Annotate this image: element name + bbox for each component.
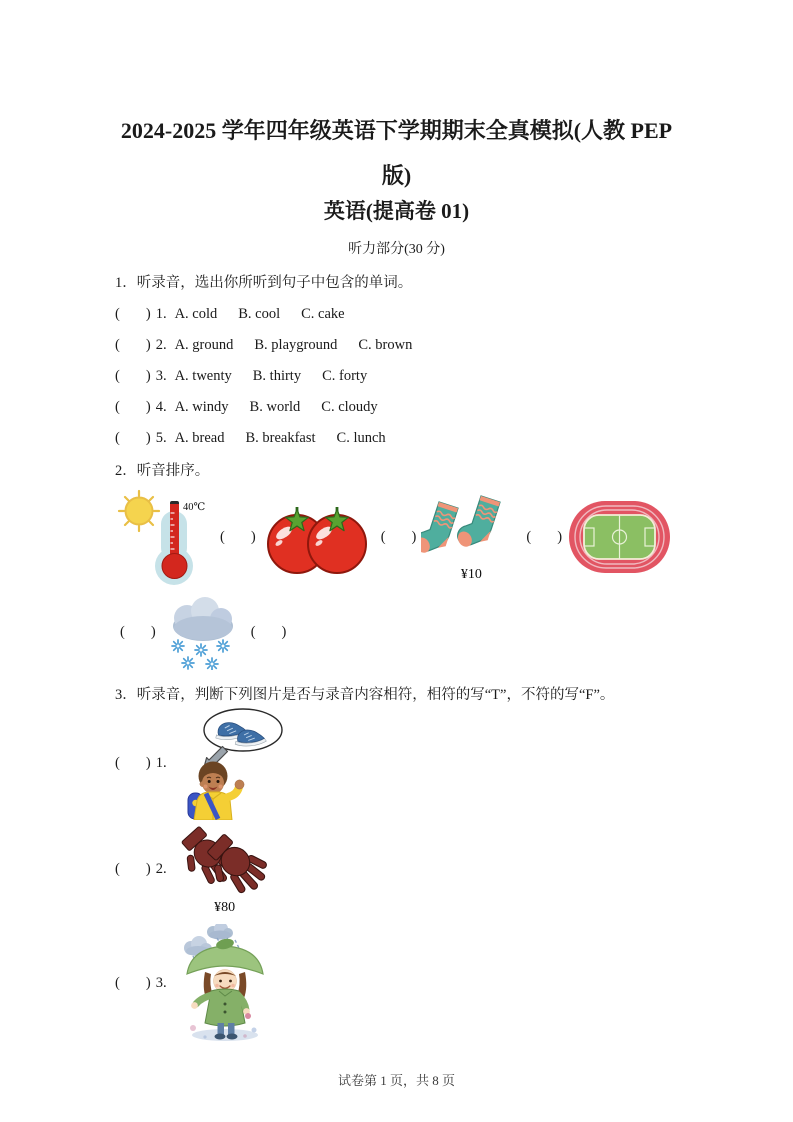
answer-blank[interactable]: ( ) <box>115 755 151 771</box>
item-number: 4. <box>155 399 167 415</box>
item-number: 1. <box>155 306 167 322</box>
listening-part-header: 听力部分(30 分) <box>348 242 445 257</box>
answer-blank[interactable]: ( ) <box>115 368 151 384</box>
answer-blank[interactable]: ( ) <box>380 528 417 545</box>
item-number: 3. <box>155 974 167 991</box>
q3-heading: 3．听录音，判断下列图片是否与录音内容相符，相符的写“T”，不符的写“F”。 <box>115 687 615 703</box>
answer-blank[interactable]: ( ) <box>115 974 151 991</box>
option-a: A. bread <box>174 430 225 446</box>
item-number: 2. <box>155 337 167 353</box>
q1-item-1 <box>115 304 685 324</box>
item-number: 2. <box>155 861 167 877</box>
option-a: A. windy <box>174 399 229 415</box>
option-b: B. cool <box>238 306 281 322</box>
answer-blank[interactable]: ( ) <box>115 399 151 415</box>
answer-blank[interactable]: ( ) <box>115 430 151 446</box>
socks-image <box>421 492 521 583</box>
answer-blank[interactable]: ( ) <box>526 528 563 545</box>
playground-image <box>567 498 672 576</box>
q1-item-4 <box>115 397 685 417</box>
option-b: B. world <box>249 399 301 415</box>
gloves-image <box>175 823 275 916</box>
page-footer: 试卷第 1 页，共 8 页 <box>337 1073 455 1088</box>
option-a: A. cold <box>174 306 218 322</box>
boy-thinking-of-shoes-image <box>175 707 287 820</box>
answer-blank[interactable]: ( ) <box>115 306 151 322</box>
q1-item-3 <box>115 366 685 386</box>
option-c: C. lunch <box>336 430 386 446</box>
item-number: 1. <box>155 755 167 771</box>
girl-in-rain-image <box>175 924 280 1042</box>
answer-blank[interactable]: ( ) <box>115 861 151 877</box>
option-b: B. breakfast <box>245 430 316 446</box>
answer-blank[interactable]: ( ) <box>115 337 151 353</box>
page-subtitle: 英语(提高卷 01) <box>323 199 470 223</box>
q2-heading: 2．听音排序。 <box>115 463 210 479</box>
option-b: B. playground <box>254 337 338 353</box>
option-a: A. twenty <box>174 368 232 384</box>
option-b: B. thirty <box>252 368 302 384</box>
q2-image-row-2 <box>115 593 685 671</box>
answer-blank[interactable]: ( ) <box>250 623 287 640</box>
page-title-line1: 2024-2025 学年四年级英语下学期期末全真模拟(人教 PEP <box>120 118 673 143</box>
q3-item-2 <box>115 823 685 916</box>
q3-item-3 <box>115 924 685 1042</box>
option-c: C. cloudy <box>321 399 378 415</box>
snow-cloud-image <box>161 594 246 670</box>
answer-blank[interactable]: ( ) <box>220 528 256 545</box>
q3-item-1 <box>115 707 685 820</box>
option-a: A. ground <box>174 337 234 353</box>
thermometer-image <box>115 487 215 587</box>
answer-blank[interactable]: ( ) <box>120 623 156 640</box>
option-c: C. brown <box>358 337 413 353</box>
thermometer-caption: 40℃ <box>183 502 206 513</box>
q1-heading: 1．听录音，选出你所听到句子中包含的单词。 <box>115 275 413 291</box>
option-c: C. cake <box>301 306 345 322</box>
item-number: 3. <box>155 368 167 384</box>
socks-price-caption: ¥10 <box>460 566 482 582</box>
tomatoes-image <box>261 495 376 579</box>
gloves-price-caption: ¥80 <box>214 900 236 915</box>
page-title-line2: 版) <box>381 163 412 188</box>
q1-item-2 <box>115 335 685 355</box>
option-c: C. forty <box>322 368 368 384</box>
q2-image-row-1 <box>115 485 685 589</box>
content-area <box>115 273 685 1042</box>
title-block <box>0 116 793 260</box>
q1-item-5 <box>115 428 685 448</box>
item-number: 5. <box>155 430 167 446</box>
